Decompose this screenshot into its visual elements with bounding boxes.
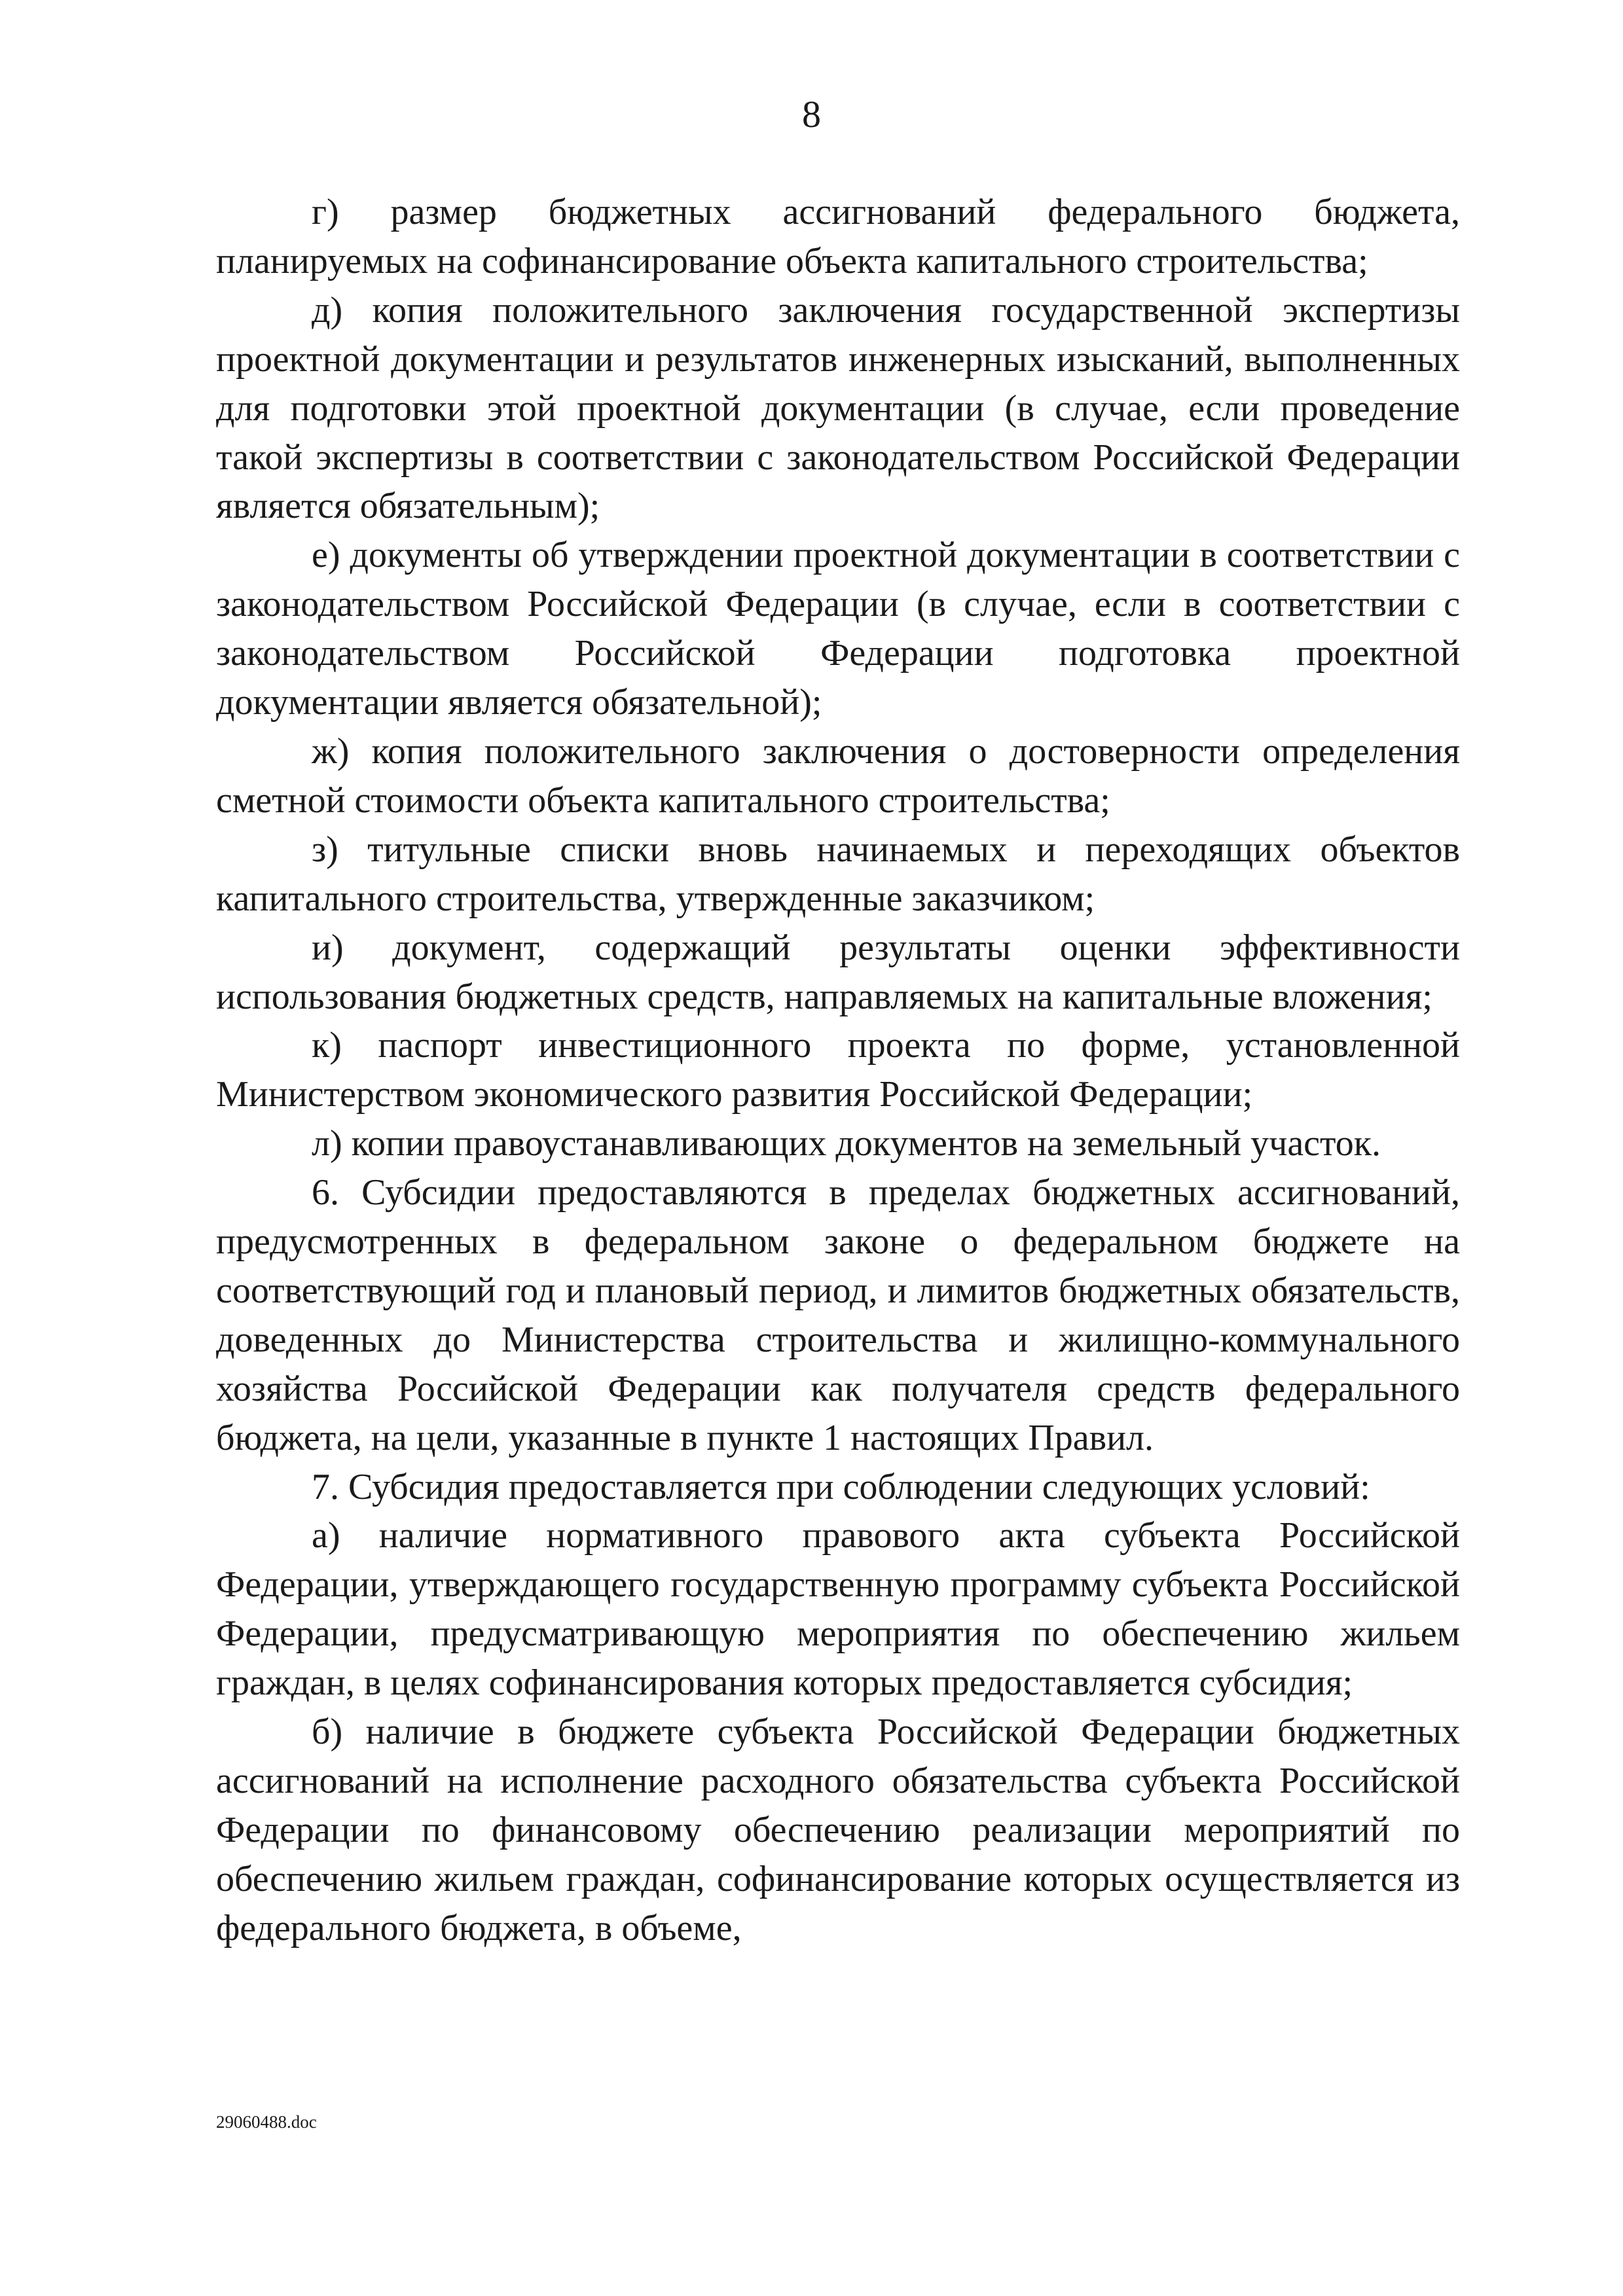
paragraph-clause-6: 6. Субсидии предоставляются в пределах бюджетных ассигнований, предусмотренных в федеральном законе о федеральном бюджете на соответствующий год и плановый период, и лимитов бюджетных обязательств, доведенных до Министерства строительства и жилищно-коммунального хозяйства Российской Федерации как получателя средств федерального бюджета, на цели, указанные в пункте 1 настоящих Правил. [216,1172,1460,1458]
paragraph-item-d: д) копия положительного заключения государственной экспертизы проектной документации и результатов инженерных изысканий, выполненных для подготовки этой проектной документации (в случае, если проведение такой экспертизы в соответствии с законодательством Российской Федерации является обязательным); [216,289,1460,527]
paragraph-clause-7: 7. Субсидия предоставляется при соблюдении следующих условий: [312,1466,1370,1507]
paragraph-item-a: а) наличие нормативного правового акта субъекта Российской Федерации, утверждающего государственную программу субъекта Российской Федерации, предусматривающую мероприятия по обеспечению жильем граждан, в целях софинансирования которых предоставляется субсидия; [216,1515,1460,1704]
paragraph-item-z: з) титульные списки вновь начинаемых и переходящих объектов капитального строительства, утвержденные заказчиком; [216,829,1460,919]
document-body [216,188,1460,1953]
page-number: 8 [802,93,821,135]
document-code: 29060488.doc [216,2112,317,2132]
paragraph-item-b: б) наличие в бюджете субъекта Российской Федерации бюджетных ассигнований на исполнение расходного обязательства субъекта Российской Федерации по финансовому обеспечению реализации мероприятий по обеспечению жильем граждан, софинансирование которых осуществляется из федерального бюджета, в объеме, [216,1712,1460,1948]
paragraph-item-e: е) документы об утверждении проектной документации в соответствии с законодательством Российской Федерации (в случае, если в соответствии с законодательством Российской Федерации подготовка проектной документации является обязательной); [216,535,1460,723]
paragraph-item-g: г) размер бюджетных ассигнований федерального бюджета, планируемых на софинансирование объекта капитального строительства; [216,192,1460,281]
paragraph-item-zh: ж) копия положительного заключения о достоверности определения сметной стоимости объекта капитального строительства; [216,730,1460,821]
paragraph-item-k: к) паспорт инвестиционного проекта по форме, установленной Министерством экономического развития Российской Федерации; [216,1025,1460,1115]
paragraph-item-l: л) копии правоустанавливающих документов на земельный участок. [312,1123,1381,1164]
paragraph-item-i: и) документ, содержащий результаты оценки эффективности использования бюджетных средств, направляемых на капитальные вложения; [216,927,1460,1017]
